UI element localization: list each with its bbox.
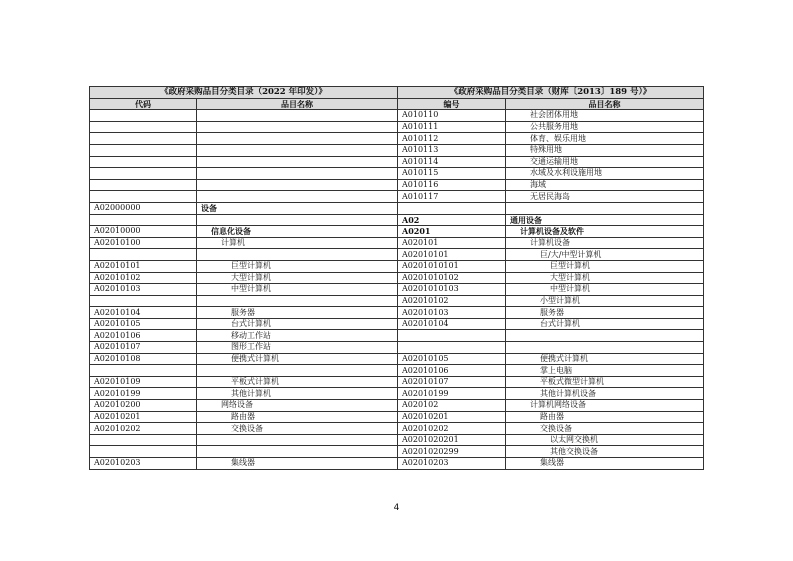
left-code-cell: A02010108 [90, 353, 197, 365]
right-name-cell: 集线器 [506, 458, 704, 470]
left-name-cell: 其他计算机 [197, 388, 398, 400]
table-row [90, 133, 704, 145]
left-code-cell [90, 110, 197, 122]
left-name-cell: 平板式计算机 [197, 376, 398, 388]
table-row [90, 237, 704, 249]
right-name-cell: 计算机网络设备 [506, 400, 704, 412]
right-name-cell: 计算机设备及软件 [506, 226, 704, 238]
right-code-cell: A02010102 [398, 295, 506, 307]
left-code-cell: A02010102 [90, 272, 197, 284]
right-code-cell: A010114 [398, 156, 506, 168]
right-name-cell: 计算机设备 [506, 237, 704, 249]
table-row [90, 168, 704, 180]
left-name-cell: 移动工作站 [197, 330, 398, 342]
right-name-cell: 交通运输用地 [506, 156, 704, 168]
right-code-cell: A0201010102 [398, 272, 506, 284]
right-name-cell: 社会团体用地 [506, 110, 704, 122]
right-code-cell: A010110 [398, 110, 506, 122]
left-code-cell: A02010104 [90, 307, 197, 319]
left-name-cell [197, 295, 398, 307]
table-row [90, 330, 704, 342]
page-number: 4 [393, 503, 400, 513]
table-row [90, 144, 704, 156]
right-code-cell: A0201010101 [398, 260, 506, 272]
left-name-cell [197, 121, 398, 133]
right-name-cell: 其他计算机设备 [506, 388, 704, 400]
left-name-cell: 集线器 [197, 458, 398, 470]
right-name-cell: 交换设备 [506, 423, 704, 435]
left-code-cell [90, 365, 197, 377]
right-code-cell: A02010103 [398, 307, 506, 319]
table-row [90, 458, 704, 470]
right-code-cell: A020102 [398, 400, 506, 412]
table-row [90, 388, 704, 400]
left-name-cell [197, 144, 398, 156]
left-code-cell: A02010000 [90, 226, 197, 238]
right-code-cell: A010111 [398, 121, 506, 133]
left-code-cell: A02010105 [90, 318, 197, 330]
catalog-comparison-table [89, 86, 704, 470]
table-row [90, 307, 704, 319]
table-row [90, 260, 704, 272]
table-row [90, 284, 704, 296]
right-name-cell: 水域及水利设施用地 [506, 168, 704, 180]
right-name-header: 品目名称 [506, 98, 704, 110]
left-code-cell: A02010203 [90, 458, 197, 470]
left-code-cell: A02010109 [90, 376, 197, 388]
table-row [90, 376, 704, 388]
left-code-cell: A02010200 [90, 400, 197, 412]
left-code-cell: A02010202 [90, 423, 197, 435]
table-body [90, 110, 704, 469]
left-code-cell [90, 168, 197, 180]
right-name-cell: 通用设备 [506, 214, 704, 226]
right-name-cell: 台式计算机 [506, 318, 704, 330]
left-code-cell: A02010103 [90, 284, 197, 296]
left-code-cell [90, 191, 197, 203]
right-code-cell: A02010203 [398, 458, 506, 470]
left-code-cell [90, 214, 197, 226]
left-code-cell: A02010106 [90, 330, 197, 342]
left-code-cell [90, 295, 197, 307]
right-code-cell: A0201020299 [398, 446, 506, 458]
right-catalog-title: 《政府采购品目分类目录（财库〔2013〕189 号）》 [398, 87, 704, 99]
right-code-cell: A010116 [398, 179, 506, 191]
right-code-cell: A010117 [398, 191, 506, 203]
left-name-cell [197, 168, 398, 180]
right-name-cell: 便携式计算机 [506, 353, 704, 365]
right-name-cell: 巨型计算机 [506, 260, 704, 272]
right-code-cell: A010112 [398, 133, 506, 145]
right-name-cell [506, 330, 704, 342]
left-name-cell: 交换设备 [197, 423, 398, 435]
left-code-cell [90, 121, 197, 133]
left-name-cell [197, 214, 398, 226]
left-name-cell [197, 156, 398, 168]
left-code-cell [90, 144, 197, 156]
right-name-cell: 海域 [506, 179, 704, 191]
table-row [90, 179, 704, 191]
right-name-cell: 小型计算机 [506, 295, 704, 307]
table-row [90, 191, 704, 203]
left-name-cell: 信息化设备 [197, 226, 398, 238]
right-code-cell: A02010101 [398, 249, 506, 261]
right-code-cell: A02010201 [398, 411, 506, 423]
right-code-cell [398, 342, 506, 354]
left-catalog-title: 《政府采购品目分类目录（2022 年印发）》 [90, 87, 398, 99]
table-row [90, 156, 704, 168]
right-code-cell: A0201020201 [398, 434, 506, 446]
left-name-cell [197, 446, 398, 458]
left-code-cell [90, 179, 197, 191]
left-code-cell: A02010100 [90, 237, 197, 249]
table-row [90, 226, 704, 238]
left-name-cell: 巨型计算机 [197, 260, 398, 272]
right-code-cell [398, 330, 506, 342]
left-name-cell [197, 365, 398, 377]
right-name-cell: 大型计算机 [506, 272, 704, 284]
right-code-cell: A0201010103 [398, 284, 506, 296]
left-name-cell [197, 434, 398, 446]
left-code-cell [90, 434, 197, 446]
table-row [90, 121, 704, 133]
left-code-cell: A02010101 [90, 260, 197, 272]
table-row [90, 202, 704, 214]
table-row [90, 342, 704, 354]
table-row [90, 295, 704, 307]
table-row [90, 272, 704, 284]
left-code-cell [90, 133, 197, 145]
table-row [90, 411, 704, 423]
left-code-cell: A02000000 [90, 202, 197, 214]
left-code-header: 代码 [90, 98, 197, 110]
right-code-cell: A02010106 [398, 365, 506, 377]
left-name-cell: 计算机 [197, 237, 398, 249]
right-code-cell: A020101 [398, 237, 506, 249]
table-row [90, 353, 704, 365]
right-code-cell: A02010199 [398, 388, 506, 400]
right-code-cell: A02 [398, 214, 506, 226]
left-name-cell [197, 249, 398, 261]
table-row [90, 365, 704, 377]
left-code-cell [90, 249, 197, 261]
right-code-cell: A0201 [398, 226, 506, 238]
left-code-cell: A02010199 [90, 388, 197, 400]
left-name-cell: 大型计算机 [197, 272, 398, 284]
right-code-cell [398, 202, 506, 214]
right-code-header: 编号 [398, 98, 506, 110]
right-code-cell: A02010107 [398, 376, 506, 388]
table-row [90, 446, 704, 458]
left-name-cell: 台式计算机 [197, 318, 398, 330]
right-name-cell: 中型计算机 [506, 284, 704, 296]
right-name-cell: 无居民海岛 [506, 191, 704, 203]
left-name-cell: 路由器 [197, 411, 398, 423]
right-name-cell: 特殊用地 [506, 144, 704, 156]
right-name-cell: 平板式微型计算机 [506, 376, 704, 388]
left-name-cell [197, 179, 398, 191]
right-code-cell: A010115 [398, 168, 506, 180]
table-row [90, 249, 704, 261]
right-code-cell: A02010202 [398, 423, 506, 435]
table-row [90, 400, 704, 412]
table-row [90, 423, 704, 435]
right-name-cell: 掌上电脑 [506, 365, 704, 377]
right-name-cell: 以太网交换机 [506, 434, 704, 446]
left-code-cell: A02010107 [90, 342, 197, 354]
left-name-cell [197, 191, 398, 203]
table-row [90, 214, 704, 226]
left-code-cell: A02010201 [90, 411, 197, 423]
right-code-cell: A02010104 [398, 318, 506, 330]
left-name-header: 品目名称 [197, 98, 398, 110]
left-name-cell: 网络设备 [197, 400, 398, 412]
table-row [90, 318, 704, 330]
right-name-cell: 巨/大/中型计算机 [506, 249, 704, 261]
right-name-cell [506, 202, 704, 214]
right-name-cell: 体育、娱乐用地 [506, 133, 704, 145]
right-name-cell: 其他交换设备 [506, 446, 704, 458]
left-name-cell: 图形工作站 [197, 342, 398, 354]
left-name-cell: 设备 [197, 202, 398, 214]
table-row [90, 110, 704, 122]
column-header-row [90, 98, 704, 110]
left-name-cell [197, 133, 398, 145]
right-code-cell: A010113 [398, 144, 506, 156]
left-name-cell: 便携式计算机 [197, 353, 398, 365]
table-title-row [90, 87, 704, 99]
right-name-cell: 公共服务用地 [506, 121, 704, 133]
left-code-cell [90, 156, 197, 168]
right-name-cell: 服务器 [506, 307, 704, 319]
left-name-cell: 服务器 [197, 307, 398, 319]
right-name-cell: 路由器 [506, 411, 704, 423]
right-code-cell: A02010105 [398, 353, 506, 365]
right-name-cell [506, 342, 704, 354]
left-name-cell: 中型计算机 [197, 284, 398, 296]
left-name-cell [197, 110, 398, 122]
left-code-cell [90, 446, 197, 458]
table-row [90, 434, 704, 446]
